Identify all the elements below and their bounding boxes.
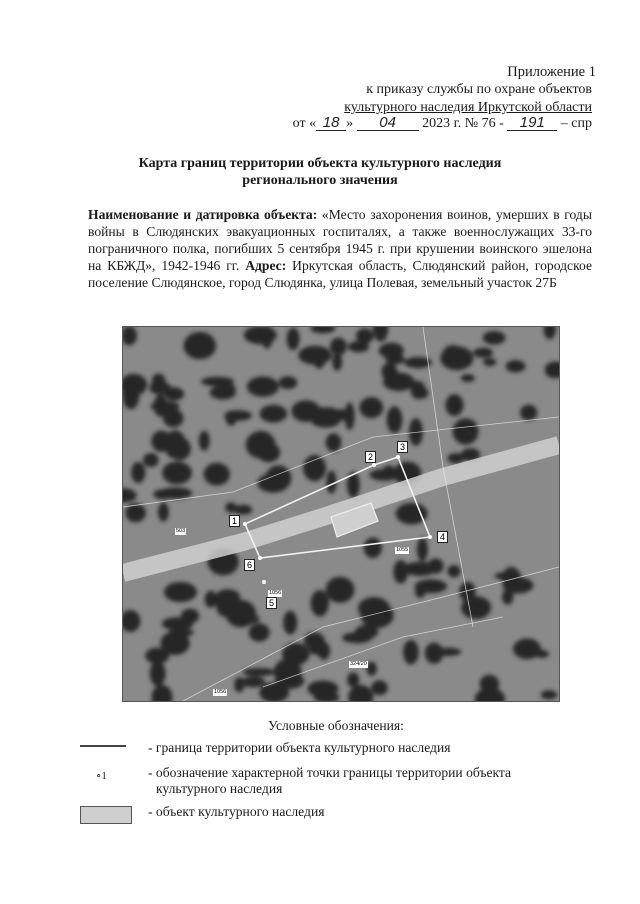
tree: [150, 661, 166, 687]
cadastral-label-503: 503: [176, 528, 186, 534]
tree: [396, 503, 428, 525]
tree: [366, 662, 376, 676]
cadastral-label-1056b: 1056: [214, 689, 227, 695]
tree: [495, 572, 522, 580]
cadastral-label-324: 324/20: [350, 661, 367, 667]
tree: [461, 374, 475, 382]
tree: [247, 376, 279, 396]
tree: [326, 577, 355, 603]
tree: [143, 453, 159, 467]
tree: [348, 341, 369, 352]
date-month: 04: [357, 116, 419, 131]
tree: [447, 565, 460, 577]
tree: [151, 401, 180, 412]
object-legend-symbol: [80, 806, 132, 824]
tree: [440, 346, 473, 370]
tree: [162, 617, 194, 630]
tree: [153, 489, 172, 499]
tree: [158, 502, 169, 521]
tree: [311, 590, 329, 617]
tree: [225, 502, 237, 512]
point-2: [372, 463, 376, 467]
tree: [355, 625, 378, 639]
tree: [199, 431, 210, 451]
address-label: Адрес:: [245, 258, 287, 273]
date-prefix: от «: [292, 116, 317, 131]
tree: [358, 597, 390, 619]
point-label-1: 1: [229, 515, 240, 527]
tree: [483, 358, 496, 366]
tree: [371, 680, 388, 695]
legend-title: Условные обозначения:: [268, 718, 404, 733]
map-title-line1: Карта границ территории объекта культурного наследия: [138, 156, 502, 171]
boundary-legend-text: - граница территории объекта культурного наследия: [148, 740, 451, 755]
tree: [393, 560, 408, 584]
tree: [151, 652, 163, 661]
tree: [345, 403, 355, 431]
tree: [246, 431, 276, 459]
tree: [541, 690, 557, 699]
tree: [506, 360, 526, 372]
tree: [234, 505, 252, 515]
address-text: Иркутская область, Слюдянский район, городское поселение Слюдянское, город Слюдянка, улица Полевая, земельный участок 27Б: [88, 258, 592, 290]
satellite-image: [123, 327, 559, 701]
tree: [480, 675, 500, 693]
point-label-5: 5: [266, 597, 277, 609]
order-suffix: – спр: [560, 116, 592, 131]
point-legend-text-1: - обозначение характерной точки границы территории объекта: [148, 765, 512, 780]
cadastral-label-1056a: 1056: [269, 590, 282, 596]
tree: [152, 374, 166, 389]
tree: [303, 455, 326, 481]
tree: [287, 328, 300, 351]
tree: [379, 343, 404, 358]
boundary-map: [122, 326, 560, 702]
tree: [164, 582, 197, 602]
object-description: [88, 206, 592, 291]
point-4: [428, 535, 432, 539]
boundary-legend-symbol: [80, 745, 126, 747]
tree: [520, 405, 537, 421]
order-reference: к приказу службы по охране объектов: [366, 82, 592, 97]
tree: [461, 596, 491, 619]
tree: [205, 591, 217, 608]
point-legend-text-2: культурного наследия: [156, 781, 283, 796]
tree: [184, 332, 217, 359]
tree: [131, 462, 145, 483]
point-6: [258, 556, 262, 560]
tree: [292, 400, 321, 422]
tree: [447, 453, 464, 463]
tree: [168, 628, 194, 636]
tree: [123, 381, 139, 409]
tree: [326, 433, 342, 451]
tree: [359, 397, 383, 418]
tree: [332, 353, 342, 371]
tree: [260, 405, 288, 423]
appendix-label: Приложение 1: [507, 64, 596, 80]
tree: [165, 387, 185, 400]
tree: [483, 331, 506, 345]
tree: [473, 348, 493, 358]
point-1: [243, 522, 247, 526]
tree: [417, 538, 428, 562]
tree: [387, 406, 403, 433]
point-label-2: 2: [365, 451, 376, 463]
tree: [445, 394, 463, 416]
object-name-text: «Место захоронения воинов, умерших в годы войны в Слюдянских эвакуационных госпиталях, а также военнослужащих 33-го пограничного полка, погибших 5 сентября 1945 г. при крушении воинского эшелона на КБЖД», 1942-1946 гг.: [88, 207, 592, 273]
tree: [249, 623, 270, 641]
tree: [241, 677, 265, 688]
tree: [226, 411, 237, 426]
object-name-label: Наименование и датировка объекта:: [88, 207, 318, 222]
cadastral-label-1055: 1055: [396, 547, 409, 553]
tree: [364, 538, 382, 559]
point-5: [262, 580, 266, 584]
tree: [535, 650, 549, 658]
point-label-4: 4: [437, 531, 448, 543]
year-number-text: 2023 г. № 76 -: [422, 116, 504, 131]
tree: [403, 640, 419, 665]
tree: [414, 579, 447, 593]
point-3: [396, 455, 400, 459]
tree: [425, 643, 444, 664]
tree: [298, 346, 331, 365]
tree: [383, 465, 395, 476]
point-label-3: 3: [397, 441, 408, 453]
tree: [417, 388, 429, 399]
date-mid: »: [346, 116, 354, 131]
tree: [347, 472, 360, 498]
tree: [283, 611, 297, 635]
tree: [330, 338, 347, 356]
map-title-line2: регионального значения: [242, 173, 398, 188]
tree: [191, 337, 203, 345]
tree: [215, 589, 240, 605]
tree: [347, 672, 359, 687]
tree: [383, 373, 415, 392]
tree: [163, 409, 184, 427]
tree: [162, 462, 192, 485]
tree: [201, 377, 234, 387]
object-legend-text: - объект культурного наследия: [148, 804, 325, 819]
tree: [279, 376, 298, 389]
tree: [427, 559, 443, 574]
order-number: 191: [507, 116, 557, 131]
tree: [204, 463, 230, 486]
tree: [453, 418, 479, 444]
tree: [165, 430, 185, 456]
point-legend-symbol: ∘1: [96, 770, 107, 782]
point-label-6: 6: [244, 559, 255, 571]
order-authority: культурного наследия Иркутской области: [344, 100, 592, 115]
tree: [318, 642, 331, 660]
date-day: 18: [316, 116, 346, 131]
tree: [242, 668, 275, 676]
order-date-number: [293, 116, 592, 132]
